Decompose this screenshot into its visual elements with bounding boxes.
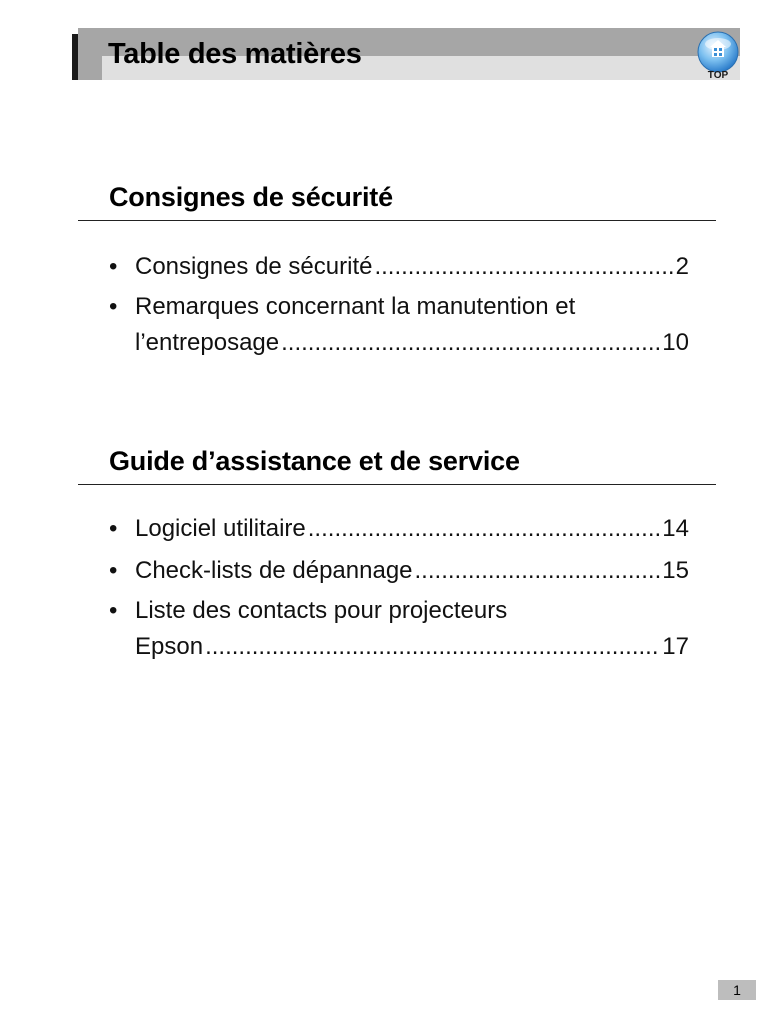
section-title: Guide d’assistance et de service xyxy=(78,444,716,485)
toc-entry-consignes[interactable] xyxy=(78,249,689,285)
dot-leader xyxy=(281,325,660,361)
toc-list xyxy=(78,511,716,665)
toc-entry-label-cont: Epson xyxy=(135,633,204,660)
bullet-icon: • xyxy=(109,597,118,624)
toc-entry-page: 14 xyxy=(662,515,689,542)
toc-entry-label: Logiciel utilitaire xyxy=(135,515,306,542)
bullet-icon: • xyxy=(109,515,118,542)
toc-entry-label: Remarques concernant la manutention et xyxy=(135,293,576,320)
toc-entry-page: 10 xyxy=(662,329,689,356)
toc-entry-remarques[interactable] xyxy=(78,289,689,361)
bullet-icon: • xyxy=(109,253,118,280)
toc-section-safety xyxy=(78,180,716,361)
page-number: 1 xyxy=(718,980,756,1000)
toc-entry-contacts[interactable] xyxy=(78,593,689,665)
home-icon xyxy=(692,30,744,82)
dot-leader xyxy=(415,553,661,589)
toc-list xyxy=(78,249,716,361)
dot-leader xyxy=(308,511,661,547)
toc-entry-logiciel[interactable] xyxy=(78,511,689,547)
toc-entry-label-cont: l’entreposage xyxy=(135,329,280,356)
page-header xyxy=(72,28,740,80)
toc-entry-label: Consignes de sécurité xyxy=(135,253,373,280)
bullet-icon: • xyxy=(109,557,118,584)
toc-section-support xyxy=(78,444,716,665)
bullet-icon: • xyxy=(109,293,118,320)
top-button-label: TOP xyxy=(707,70,729,81)
header-band-square xyxy=(78,56,102,80)
section-title: Consignes de sécurité xyxy=(78,180,716,221)
toc-entry-page: 15 xyxy=(662,557,689,584)
top-button[interactable] xyxy=(692,30,744,82)
toc-entry-page: 17 xyxy=(662,633,689,660)
toc-entry-label: Check-lists de dépannage xyxy=(135,557,413,584)
toc-entry-checklists[interactable] xyxy=(78,553,689,589)
dot-leader xyxy=(205,629,660,665)
toc-entry-label: Liste des contacts pour projecteurs xyxy=(135,597,508,624)
toc-entry-page: 2 xyxy=(675,253,689,280)
page-title: Table des matières xyxy=(108,38,362,70)
dot-leader xyxy=(374,249,673,285)
